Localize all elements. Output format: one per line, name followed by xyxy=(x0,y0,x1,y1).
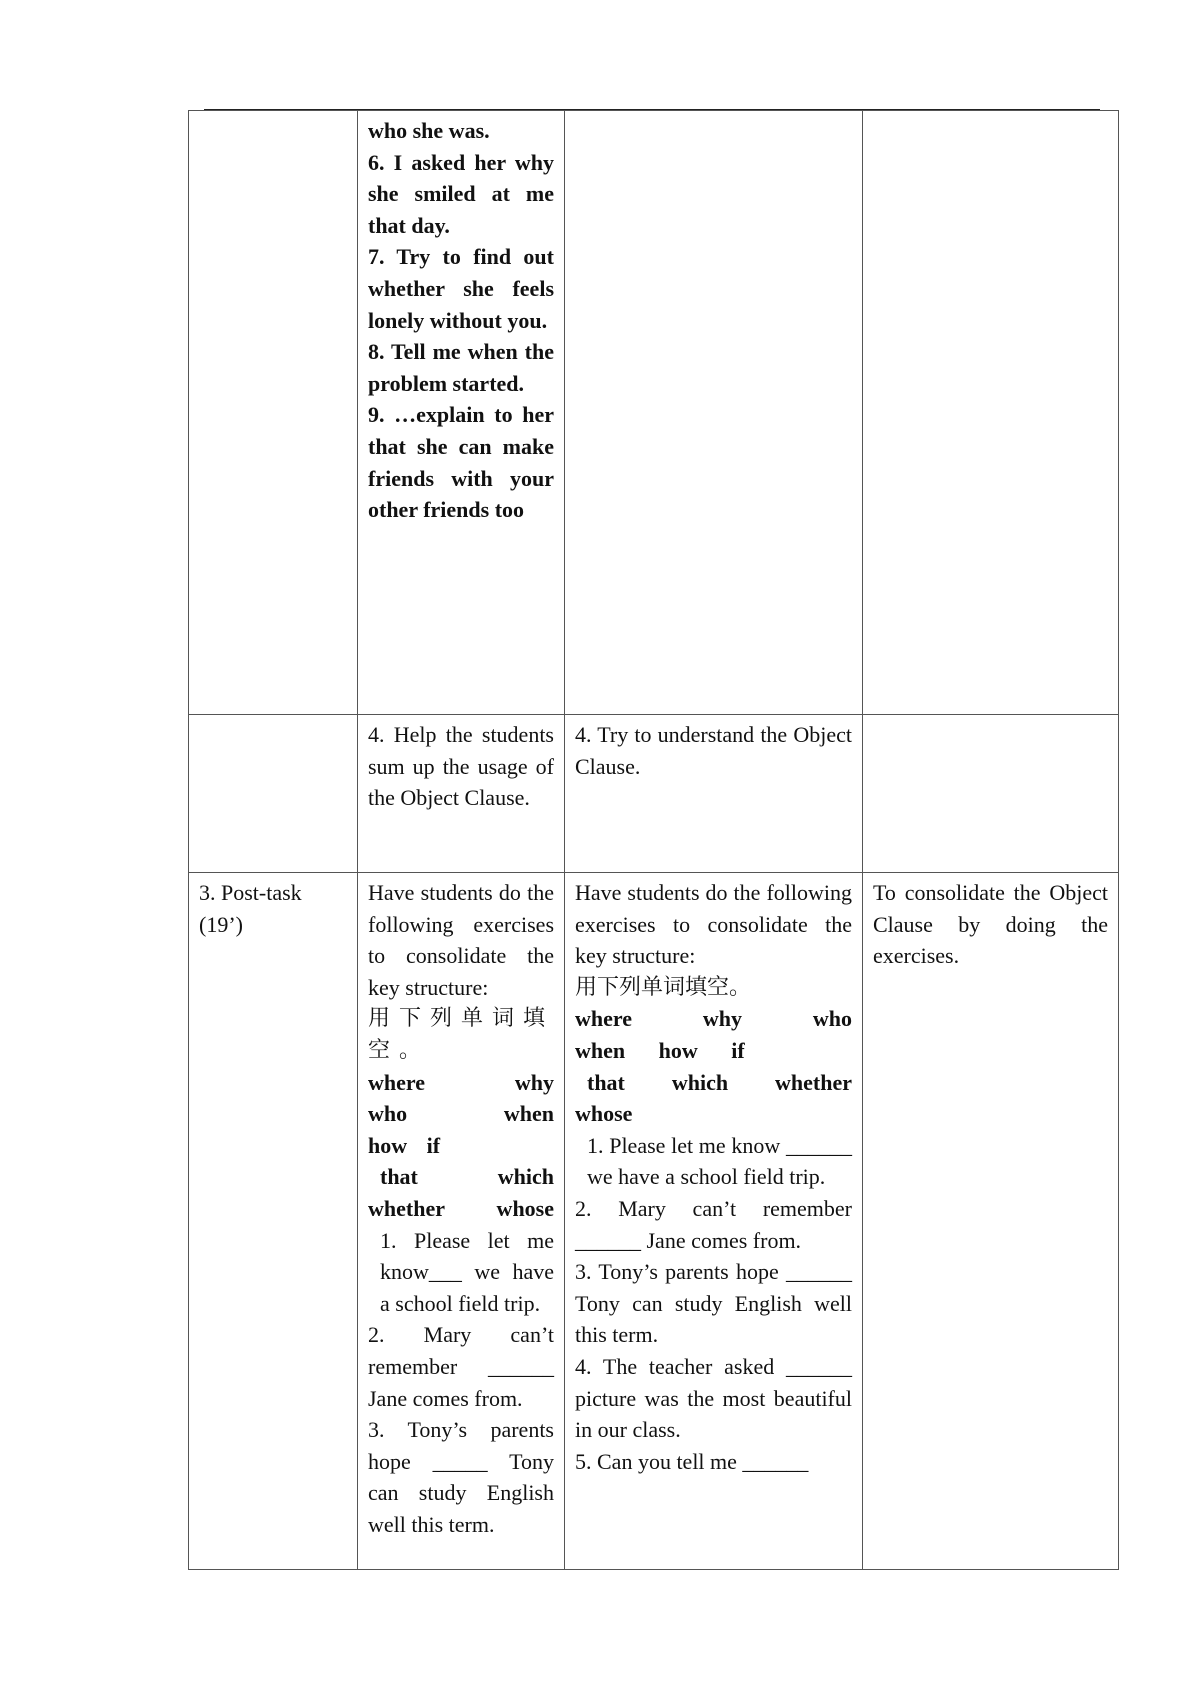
word-bank-line: that which whether xyxy=(587,1069,852,1095)
table-row xyxy=(189,873,1119,1570)
stage-cell xyxy=(189,715,358,873)
purpose-cell xyxy=(863,715,1119,873)
activity-intro: Have students do the following exercises to consolidate the key structure: xyxy=(368,880,554,1000)
student-activity-cell xyxy=(565,873,863,1570)
exercise-question: 1. Please let me know___ we have a school field trip. xyxy=(380,1227,554,1316)
lesson-plan-table xyxy=(188,110,1119,1570)
stage-cell: 3. Post-task (19’) xyxy=(189,873,358,1570)
chinese-instruction: 用下列单词填空。 xyxy=(575,974,752,1000)
word-bank-line: whether whose xyxy=(368,1195,554,1221)
teacher-activity-cell xyxy=(358,111,565,715)
table-row xyxy=(189,111,1119,715)
exercise-question: 3. Tony’s parents hope ______ Tony can study English well this term. xyxy=(575,1259,852,1348)
teacher-activity-cell xyxy=(358,873,565,1570)
word-bank-line: where why xyxy=(368,1069,554,1095)
word-bank-line: where why who xyxy=(575,1006,852,1032)
stage-cell xyxy=(189,111,358,715)
exercise-question: 2. Mary can’t remember ______ Jane comes from. xyxy=(368,1322,554,1411)
word-bank-line: when how if xyxy=(575,1037,745,1063)
word-bank-line: how if xyxy=(368,1132,441,1158)
word-bank-line: that which xyxy=(380,1164,554,1190)
activity-intro: Have students do the following exercises to consolidate the key structure: xyxy=(575,880,852,969)
exercise-question: 5. Can you tell me ______ xyxy=(575,1448,809,1474)
purpose-cell: To consolidate the Object Clause by doing the exercises. xyxy=(863,873,1119,1570)
sentence-line: 6. I asked her why she smiled at me that day. xyxy=(368,149,554,238)
student-activity-cell: 4. Try to understand the Object Clause. xyxy=(565,715,863,873)
table-row xyxy=(189,715,1119,873)
exercise-question: 2. Mary can’t remember ______ Jane comes from. xyxy=(575,1195,852,1253)
student-activity-cell xyxy=(565,111,863,715)
chinese-instruction: 用下列单词填空。 xyxy=(368,1006,555,1063)
sentence-line: 9. …explain to her that she can make friends with your other friends too xyxy=(368,402,554,523)
exercise-question: 3. Tony’s parents hope _____ Tony can study English well this term. xyxy=(368,1417,554,1537)
sentence-line: who she was. xyxy=(368,118,490,143)
word-bank-line: who when xyxy=(368,1101,554,1127)
teacher-activity-cell: 4. Help the students sum up the usage of the Object Clause. xyxy=(358,715,565,873)
sentence-line: 8. Tell me when the problem started. xyxy=(368,339,554,396)
purpose-cell xyxy=(863,111,1119,715)
word-bank-line: whose xyxy=(575,1101,633,1127)
exercise-question: 1. Please let me know ______ we have a school field trip. xyxy=(587,1132,852,1190)
sentence-line: 7. Try to find out whether she feels lonely without you. xyxy=(368,244,554,333)
exercise-question: 4. The teacher asked ______ picture was the most beautiful in our class. xyxy=(575,1353,852,1443)
